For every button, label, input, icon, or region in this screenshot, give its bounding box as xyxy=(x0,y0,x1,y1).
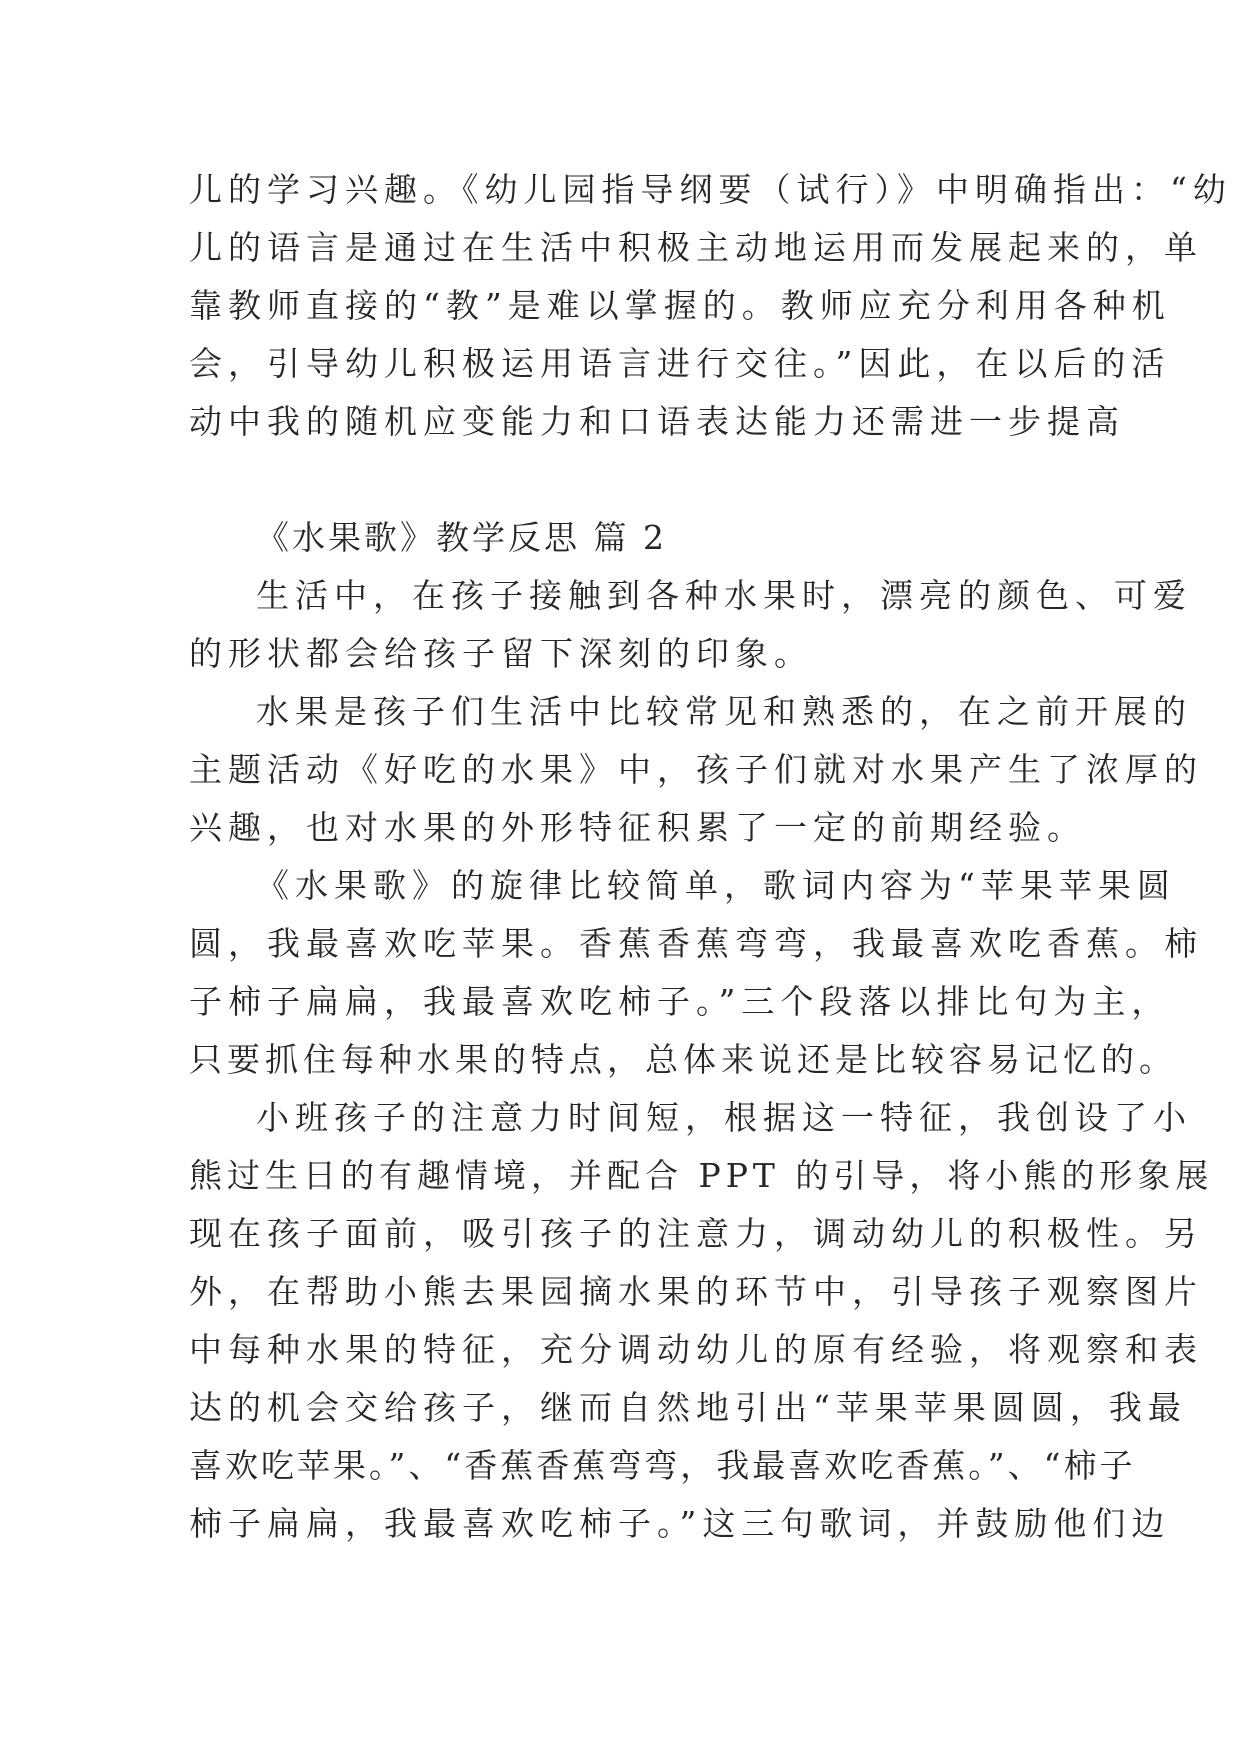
text-line: 中每种水果的特征，充分调动幼儿的原有经验，将观察和表 xyxy=(189,1330,1203,1369)
text-line: 只要抓住每种水果的特点，总体来说还是比较容易记忆的。 xyxy=(189,1040,1177,1079)
text-line: 儿的语言是通过在生活中积极主动地运用而发展起来的，单 xyxy=(189,228,1203,267)
text-line: 现在孩子面前，吸引孩子的注意力，调动幼儿的积极性。另 xyxy=(189,1214,1203,1253)
section-heading: 《水果歌》教学反思 篇 2 xyxy=(256,518,667,557)
text-line: 柿子扁扁，我最喜欢吃柿子。”这三句歌词，并鼓励他们边 xyxy=(189,1504,1171,1543)
text-line: 会，引导幼儿积极运用语言进行交往。”因此，在以后的活 xyxy=(189,344,1171,383)
text-line: 外，在帮助小熊去果园摘水果的环节中，引导孩子观察图片 xyxy=(189,1272,1203,1311)
text-line: 的形状都会给孩子留下深刻的印象。 xyxy=(189,634,813,673)
paragraph-first-line: 《水果歌》的旋律比较简单，歌词内容为“苹果苹果圆 xyxy=(256,866,1176,905)
text-line: 主题活动《好吃的水果》中，孩子们就对水果产生了浓厚的 xyxy=(189,750,1203,789)
text-line: 喜欢吃苹果。”、“香蕉香蕉弯弯，我最喜欢吃香蕉。”、“柿子 xyxy=(189,1446,1136,1485)
text-line: 达的机会交给孩子，继而自然地引出“苹果苹果圆圆，我最 xyxy=(189,1388,1187,1427)
text-line: 儿的学习兴趣。《幼儿园指导纲要（试行）》中明确指出：“幼 xyxy=(189,170,1232,209)
text-line: 熊过生日的有趣情境，并配合 PPT 的引导，将小熊的形象展 xyxy=(189,1156,1214,1195)
text-line: 靠教师直接的“教”是难以掌握的。教师应充分利用各种机 xyxy=(189,286,1171,325)
text-line: 圆，我最喜欢吃苹果。香蕉香蕉弯弯，我最喜欢吃香蕉。柿 xyxy=(189,924,1203,963)
paragraph-first-line: 小班孩子的注意力时间短，根据这一特征，我创设了小 xyxy=(256,1098,1192,1137)
paragraph-first-line: 生活中，在孩子接触到各种水果时，漂亮的颜色、可爱 xyxy=(256,576,1192,615)
paragraph-first-line: 水果是孩子们生活中比较常见和熟悉的，在之前开展的 xyxy=(256,692,1192,731)
text-line: 兴趣，也对水果的外形特征积累了一定的前期经验。 xyxy=(189,808,1086,847)
text-line: 动中我的随机应变能力和口语表达能力还需进一步提高 xyxy=(189,402,1125,441)
text-line: 子柿子扁扁，我最喜欢吃柿子。”三个段落以排比句为主， xyxy=(189,982,1171,1021)
